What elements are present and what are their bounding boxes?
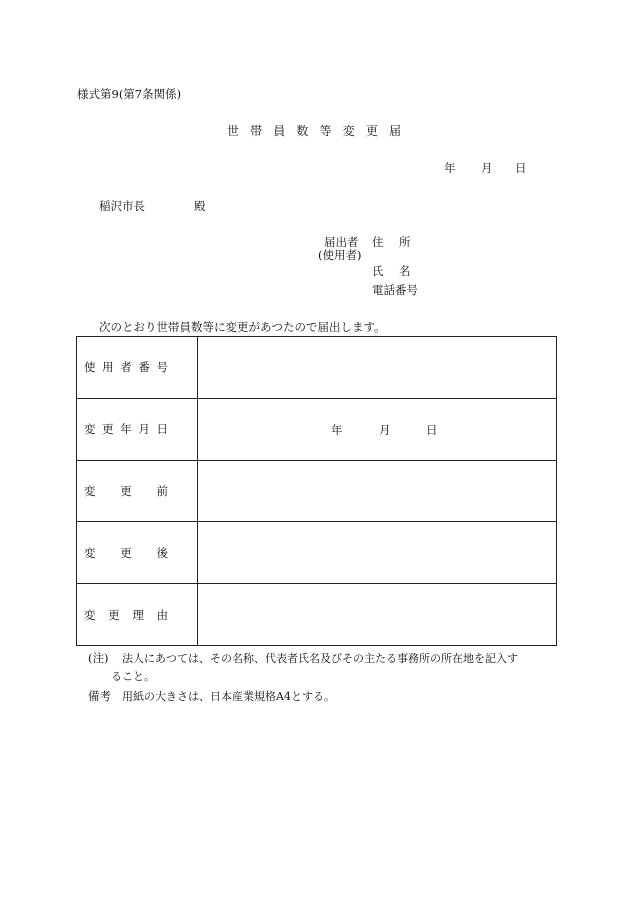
title-char: 員 (273, 124, 286, 138)
table-row (77, 398, 557, 460)
row-label-change-date: 変 更 年 月 日 (77, 398, 198, 460)
change-date-year: 年 (331, 423, 343, 438)
phone-label: 電話番号 (372, 283, 418, 297)
intro-text: 次のとおり世帯員数等に変更があつたので届出します。 (99, 320, 386, 334)
date-year: 年 (444, 161, 456, 175)
change-form-table (76, 336, 557, 646)
addressee-name: 稲沢市長 (99, 199, 145, 213)
note-line-1: 法人にあつては、その名称、代表者氏名及びその主たる事務所の所在地を記入す (122, 652, 518, 665)
table-row (77, 460, 557, 522)
after-change-field[interactable] (198, 522, 557, 584)
form-number: 様式第9(第7条関係) (77, 87, 182, 101)
title-char: 等 (319, 124, 332, 138)
row-label-change-reason: 変 更 理 由 (77, 584, 198, 646)
before-change-field[interactable] (198, 460, 557, 522)
change-date-month: 月 (379, 423, 391, 438)
table-row (77, 584, 557, 646)
document-title (227, 122, 401, 139)
date-day: 日 (515, 161, 527, 175)
table-row (77, 337, 557, 399)
user-number-field[interactable] (198, 337, 557, 399)
remark-text: 用紙の大きさは、日本産業規格A4とする。 (122, 690, 335, 703)
title-char: 更 (365, 124, 378, 138)
addressee-honorific: 殿 (194, 199, 206, 213)
name-label: 氏 名 (372, 264, 413, 278)
table-row (77, 522, 557, 584)
change-date-day: 日 (426, 423, 438, 438)
title-char: 変 (342, 124, 355, 138)
date-month: 月 (481, 161, 493, 175)
change-date-field[interactable] (198, 398, 557, 460)
title-char: 数 (296, 124, 309, 138)
title-char: 届 (388, 124, 401, 138)
note-label: (注) (88, 651, 109, 665)
title-char: 帯 (250, 124, 263, 138)
row-label-before-change: 変 更 前 (77, 460, 198, 522)
title-char: 世 (227, 124, 240, 138)
applicant-label: 届出者 (324, 235, 359, 249)
row-label-after-change: 変 更 後 (77, 522, 198, 584)
row-label-user-number: 使 用 者 番 号 (77, 337, 198, 399)
remark-label: 備考 (88, 689, 111, 703)
change-reason-field[interactable] (198, 584, 557, 646)
address-label: 住 所 (372, 235, 413, 249)
note-line-2: ること。 (111, 670, 155, 683)
applicant-sub-label: (使用者) (318, 248, 362, 262)
